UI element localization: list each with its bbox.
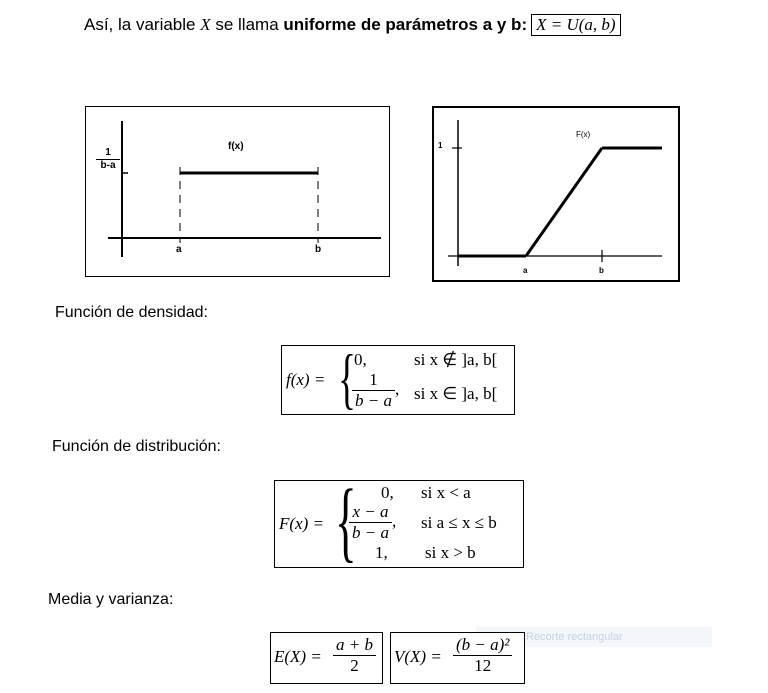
mean-frac (333, 635, 376, 676)
distribution-case2-cond: si a ≤ x ≤ b (421, 513, 497, 532)
density-a-label: a (176, 244, 182, 255)
intro-line (84, 14, 621, 36)
distribution-case2-comma: , (391, 511, 397, 531)
density-y-label-num: 1 (96, 147, 120, 160)
mean-den: 2 (350, 656, 359, 675)
mean-num: a + b (333, 635, 376, 656)
cdf-segment-ramp (526, 148, 602, 256)
variance-den: 12 (474, 656, 492, 675)
moments-heading: Media y varianza: (48, 591, 174, 608)
cdf-plot-svg (434, 108, 678, 280)
cdf-curve-label: F(x) (576, 130, 591, 139)
density-heading: Función de densidad: (55, 304, 208, 321)
density-case2-num: 1 (352, 370, 395, 391)
intro-bold: uniforme de parámetros a y b: (283, 15, 528, 34)
density-brace: { (338, 340, 356, 416)
distribution-lhs: F(x) = (279, 514, 324, 533)
distribution-case2-den: b − a (352, 523, 389, 542)
intro-variable: X (200, 15, 211, 34)
density-case2-comma: , (394, 379, 400, 399)
distribution-case3-cond: si x > b (425, 543, 476, 562)
distribution-case1-cond: si x < a (421, 483, 471, 502)
distribution-heading: Función de distribución: (52, 438, 221, 455)
density-y-label (96, 147, 120, 172)
variance-lhs: V(X) = (394, 647, 442, 666)
density-case2-frac (352, 370, 399, 411)
distribution-case1-value: 0, (381, 483, 394, 502)
density-plot-svg (86, 107, 389, 276)
distribution-case3-value: 1, (375, 543, 388, 562)
density-b-label: b (315, 244, 322, 255)
variance-formula-box (390, 632, 525, 684)
distribution-brace: { (335, 472, 357, 571)
intro-formula: X = U(a, b) (531, 14, 620, 36)
intro-middle: se llama (210, 15, 284, 34)
cdf-plot (432, 106, 680, 282)
density-case2-cond: si x ∈ ]a, b[ (414, 384, 498, 403)
variance-num: (b − a)² (453, 635, 512, 656)
cdf-a-label: a (523, 266, 528, 275)
variance-frac (453, 635, 512, 676)
ghost-tooltip: Recorte rectangular (476, 627, 712, 647)
density-y-label-den: b-a (100, 160, 116, 171)
cdf-b-label: b (599, 266, 604, 275)
cdf-y-tick-label: 1 (438, 141, 443, 150)
distribution-formula-box (274, 472, 524, 571)
density-case2-den: b − a (355, 391, 392, 410)
distribution-case2-frac (349, 502, 396, 543)
density-case1-value: 0, (354, 350, 367, 369)
mean-lhs: E(X) = (274, 647, 322, 666)
density-case1-cond: si x ∉ ]a, b[ (414, 350, 498, 369)
density-lhs: f(x) = (286, 370, 326, 389)
density-plot (85, 106, 390, 277)
intro-prefix: Así, la variable (84, 15, 201, 34)
mean-formula-box (270, 632, 383, 684)
density-curve-label: f(x) (228, 141, 244, 152)
distribution-case2-num: x − a (349, 502, 392, 523)
density-formula-box (281, 340, 515, 416)
